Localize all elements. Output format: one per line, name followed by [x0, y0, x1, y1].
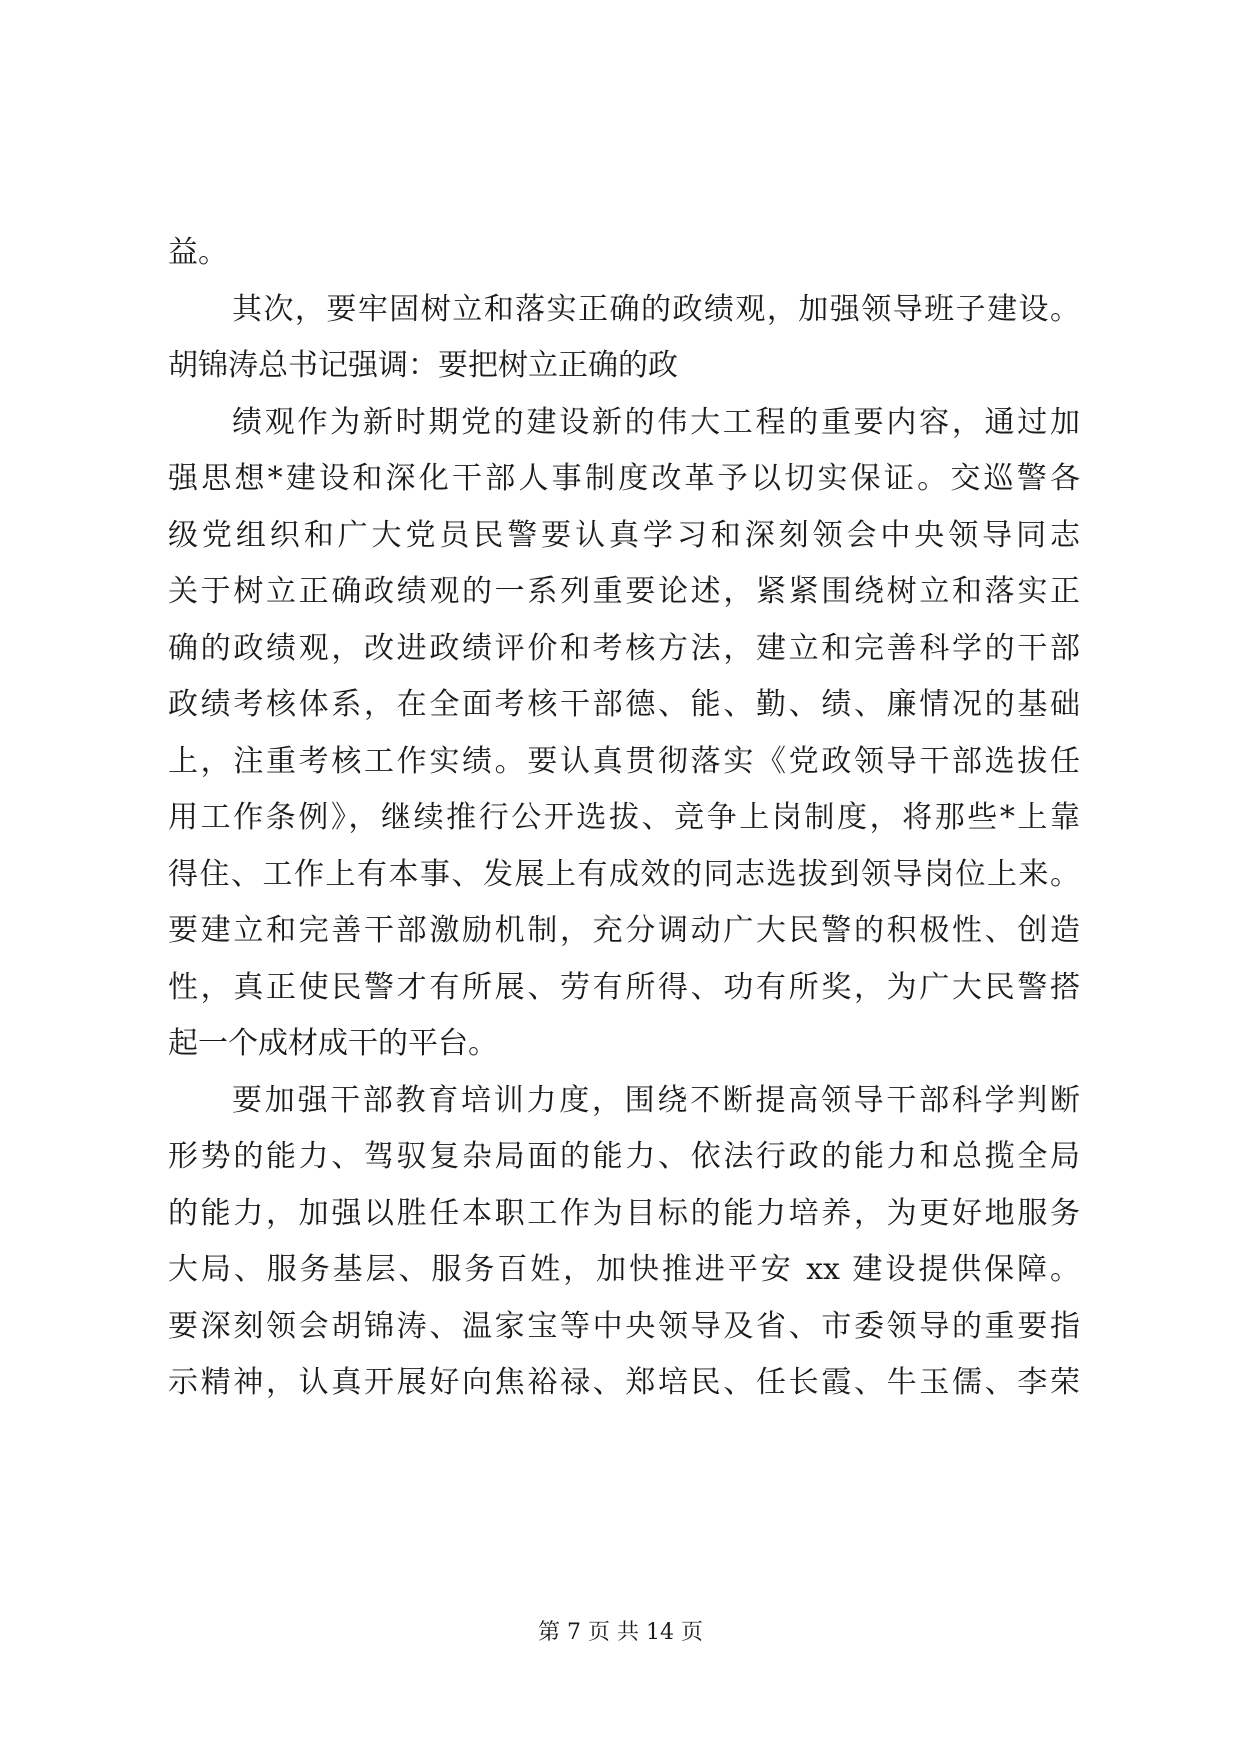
text-line: 要建立和完善干部激励机制，充分调动广大民警的积极性、创造 [168, 913, 1080, 948]
text-line: 政绩考核体系，在全面考核干部德、能、勤、绩、廉情况的基础 [168, 687, 1080, 722]
text-line: 得住、工作上有本事、发展上有成效的同志选拔到领导岗位上来。 [168, 856, 1080, 892]
document-body [168, 225, 1080, 1412]
text-line: 级党组织和广大党员民警要认真学习和深刻领会中央领导同志 [168, 517, 1080, 553]
text-line: 示精神，认真开展好向焦裕禄、郑培民、任长霞、牛玉儒、李荣 [168, 1365, 1080, 1400]
text-line: 胡锦涛总书记强调：要把树立正确的政 [168, 348, 678, 383]
text-line: 形势的能力、驾驭复杂局面的能力、依法行政的能力和总揽全局 [168, 1139, 1080, 1174]
text-line: 用工作条例》，继续推行公开选拔、竞争上岗制度，将那些*上靠 [168, 800, 1080, 835]
paragraph [168, 1073, 1080, 1412]
text-line: 确的政绩观，改进政绩评价和考核方法，建立和完善科学的干部 [168, 630, 1080, 666]
text-line: 要深刻领会胡锦涛、温家宝等中央领导及省、市委领导的重要指 [168, 1308, 1080, 1344]
text-line: 其次，要牢固树立和落实正确的政绩观，加强领导班子建设。 [232, 291, 1080, 327]
paragraph [168, 225, 1080, 282]
text-line: 关于树立正确政绩观的一系列重要论述，紧紧围绕树立和落实正 [168, 574, 1080, 609]
text-line: 强思想*建设和深化干部人事制度改革予以切实保证。交巡警各 [168, 461, 1080, 496]
paragraph [168, 395, 1080, 1073]
text-line: 的能力，加强以胜任本职工作为目标的能力培养，为更好地服务 [168, 1195, 1080, 1231]
text-line: 大局、服务基层、服务百姓，加快推进平安 xx 建设提供保障。 [168, 1252, 1080, 1287]
paragraph [168, 282, 1080, 395]
text-line: 绩观作为新时期党的建设新的伟大工程的重要内容，通过加 [232, 404, 1080, 440]
page-footer [0, 1618, 1241, 1648]
text-line: 益。 [168, 235, 228, 270]
text-line: 上，注重考核工作实绩。要认真贯彻落实《党政领导干部选拔任 [168, 743, 1080, 779]
page-number-label: 第 7 页 共 14 页 [538, 1620, 703, 1645]
text-line: 要加强干部教育培训力度，围绕不断提高领导干部科学判断 [232, 1082, 1080, 1118]
text-line: 性，真正使民警才有所展、劳有所得、功有所奖，为广大民警搭 [168, 969, 1080, 1005]
text-line: 起一个成材成干的平台。 [168, 1026, 498, 1061]
